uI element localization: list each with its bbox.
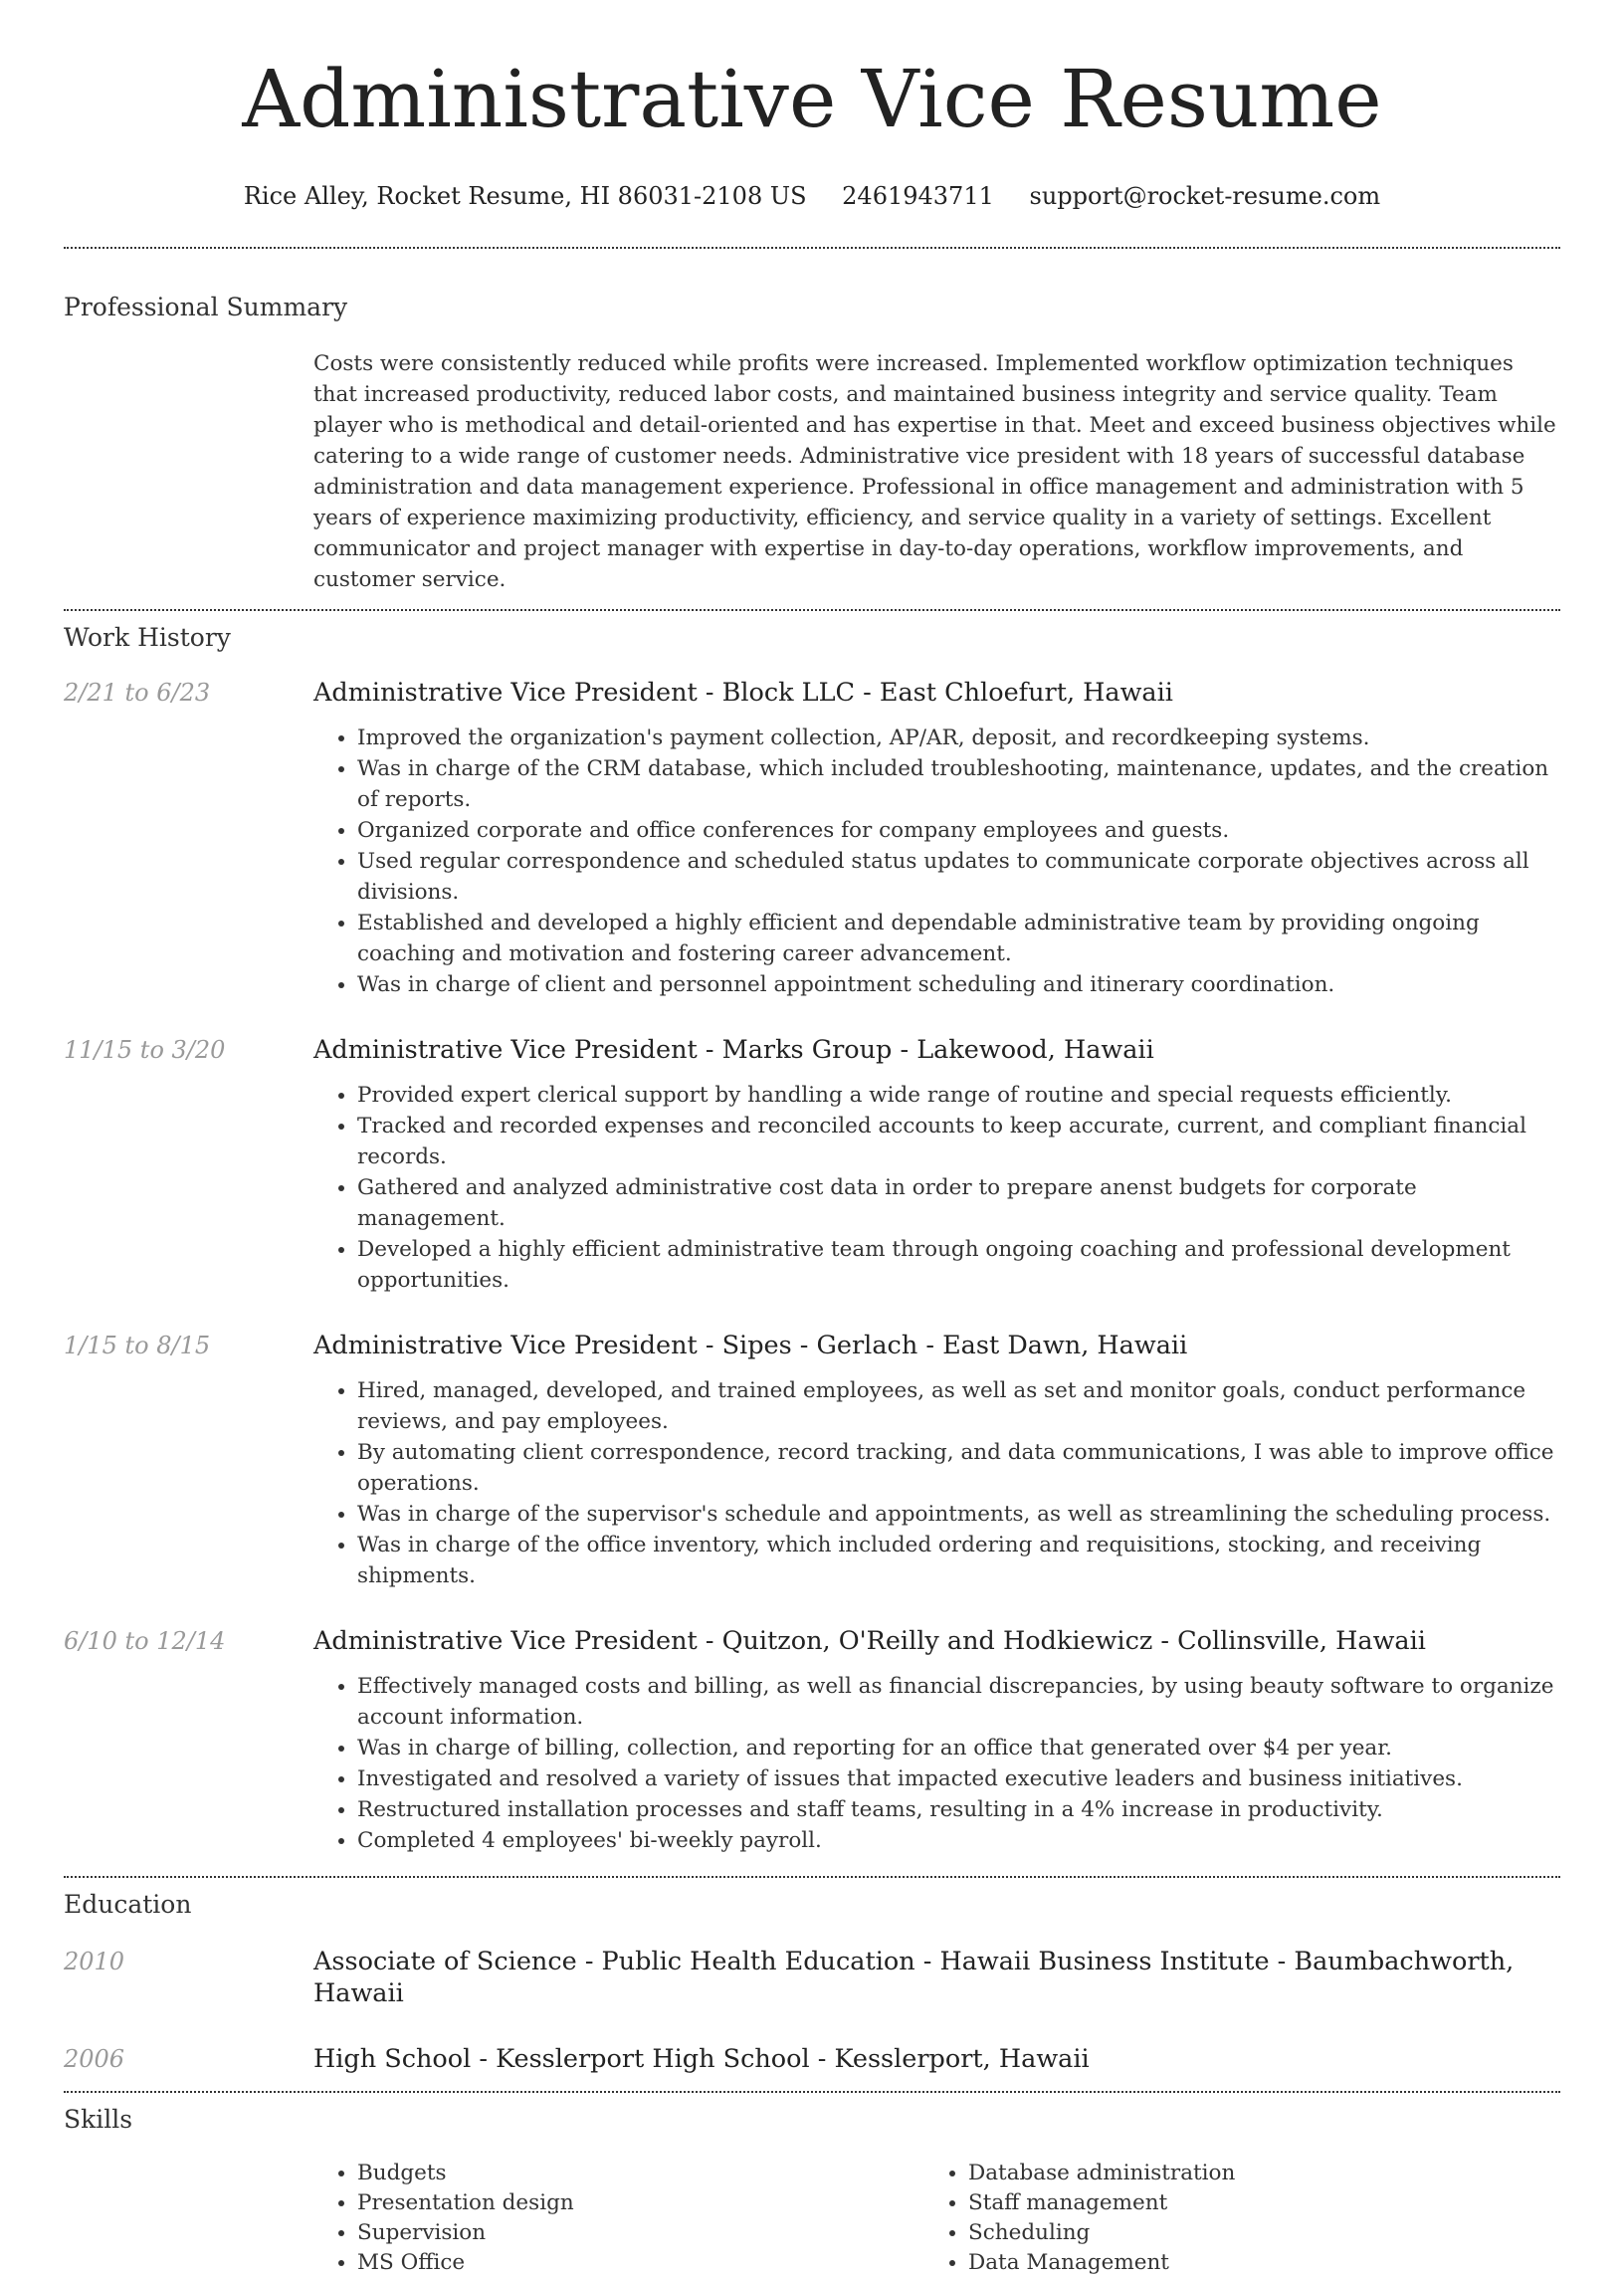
education-title: Associate of Science - Public Health Education - Hawaii Business Institute - Baumbachworth, Hawaii — [313, 1947, 1515, 2008]
job-bullets — [357, 723, 1560, 1000]
education-year: 2006 — [64, 2045, 125, 2073]
work-history-section — [64, 611, 1560, 1856]
work-dates: 6/10 to 12/14 — [64, 1627, 226, 1655]
job-bullet: • Provided expert clerical support by handling a wide range of routine and special requests efficiently. — [357, 1080, 1560, 1111]
work-entry — [64, 1034, 1560, 1296]
job-bullet: • By automating client correspondence, record tracking, and data communications, I was able to improve office operations. — [357, 1437, 1560, 1499]
education-entry-body — [313, 1946, 1560, 2009]
work-entry — [64, 1625, 1560, 1856]
job-bullet: • Developed a highly efficient administrative team through ongoing coaching and professional development opportunities. — [357, 1234, 1560, 1296]
skills-grid — [313, 2159, 1560, 2278]
work-dates: 2/21 to 6/23 — [64, 679, 211, 707]
work-dates: 1/15 to 8/15 — [64, 1332, 211, 1359]
job-bullet: • Was in charge of the supervisor's schedule and appointments, as well as streamlining the scheduling process. — [357, 1499, 1560, 1530]
job-bullet: • Was in charge of client and personnel appointment scheduling and itinerary coordination. — [357, 969, 1560, 1000]
summary-text: Costs were consistently reduced while profits were increased. Implemented workflow optimization techniques that increased productivity, reduced labor costs, and maintained business integrity and service quality. Team player who is methodical and detail-oriented and has expertise in that. Meet and exceed business objectives while catering to a wide range of customer needs. Administrative vice president with 18 years of successful database administration and data management experience. Professional in office management and administration with 5 years of experience maximizing productivity, efficiency, and service quality in a variety of settings. Excellent communicator and project manager with expertise in day-to-day operations, workflow improvements, and customer service. — [313, 351, 1556, 592]
contact-address: Rice Alley, Rocket Resume, HI 86031-2108 US — [243, 182, 807, 210]
job-bullets — [357, 1671, 1560, 1856]
education-year: 2010 — [64, 1948, 125, 1975]
job-bullet: • Hired, managed, developed, and trained employees, as well as set and monitor goals, conduct performance reviews, and pay employees. — [357, 1375, 1560, 1437]
contact-line — [64, 181, 1560, 211]
work-entry — [64, 677, 1560, 1000]
education-entry-body — [313, 2043, 1560, 2075]
summary-heading: Professional Summary — [64, 293, 348, 321]
contact-phone: 2461943711 — [842, 182, 994, 210]
skills-column-left — [313, 2159, 924, 2278]
resume-name: Administrative Vice Resume — [242, 53, 1382, 145]
divider — [64, 247, 1560, 249]
work-history-list — [64, 677, 1560, 1856]
job-bullet: • Used regular correspondence and scheduled status updates to communicate corporate objectives across all divisions. — [357, 846, 1560, 908]
job-bullet: • Improved the organization's payment collection, AP/AR, deposit, and recordkeeping systems. — [357, 723, 1560, 753]
job-bullet: • Was in charge of billing, collection, and reporting for an office that generated over $4 per year. — [357, 1733, 1560, 1763]
job-title: Administrative Vice President - Quitzon, O'Reilly and Hodkiewicz - Collinsville, Hawaii — [313, 1626, 1426, 1656]
education-entry — [64, 1946, 1560, 2009]
skill-item: • Presentation design — [357, 2188, 924, 2218]
skill-item: • Database administration — [968, 2159, 1535, 2188]
job-bullet: • Organized corporate and office conferences for company employees and guests. — [357, 815, 1560, 846]
work-entry-body — [313, 1034, 1560, 1296]
job-bullet: • Tracked and recorded expenses and reconciled accounts to keep accurate, current, and compliant financial records. — [357, 1111, 1560, 1172]
job-title: Administrative Vice President - Sipes - Gerlach - East Dawn, Hawaii — [313, 1331, 1188, 1360]
job-bullet: • Restructured installation processes and staff teams, resulting in a 4% increase in productivity. — [357, 1794, 1560, 1825]
skills-section — [64, 2093, 1560, 2278]
education-entry — [64, 2043, 1560, 2075]
work-dates: 11/15 to 3/20 — [64, 1036, 226, 1064]
education-list — [64, 1946, 1560, 2075]
work-history-heading: Work History — [64, 623, 231, 652]
skills-heading: Skills — [64, 2105, 133, 2134]
skill-item: • Data Management — [968, 2248, 1535, 2278]
job-bullets — [357, 1080, 1560, 1296]
skill-item: • Budgets — [357, 2159, 924, 2188]
job-bullet: • Gathered and analyzed administrative cost data in order to prepare anenst budgets for corporate management. — [357, 1172, 1560, 1234]
job-bullets — [357, 1375, 1560, 1591]
job-bullet: • Was in charge of the office inventory, which included ordering and requisitions, stocking, and receiving shipments. — [357, 1530, 1560, 1591]
job-bullet: • Established and developed a highly efficient and dependable administrative team by providing ongoing coaching and motivation and fostering career advancement. — [357, 908, 1560, 969]
work-entry-body — [313, 1625, 1560, 1856]
skill-item: • Supervision — [357, 2218, 924, 2248]
work-entry — [64, 1330, 1560, 1591]
skill-item: • Scheduling — [968, 2218, 1535, 2248]
job-title: Administrative Vice President - Marks Group - Lakewood, Hawaii — [313, 1035, 1154, 1065]
job-title: Administrative Vice President - Block LLC - East Chloefurt, Hawaii — [313, 678, 1173, 708]
work-entry-body — [313, 677, 1560, 1000]
skill-item: • MS Office — [357, 2248, 924, 2278]
job-bullet: • Completed 4 employees' bi-weekly payroll. — [357, 1825, 1560, 1856]
education-title: High School - Kesslerport High School - Kesslerport, Hawaii — [313, 2044, 1090, 2074]
job-bullet: • Effectively managed costs and billing, as well as financial discrepancies, by using beauty software to organize account information. — [357, 1671, 1560, 1733]
skill-item: • Staff management — [968, 2188, 1535, 2218]
contact-email: support@rocket-resume.com — [1029, 182, 1381, 210]
education-section — [64, 1878, 1560, 2075]
job-bullet: • Investigated and resolved a variety of issues that impacted executive leaders and business initiatives. — [357, 1763, 1560, 1794]
education-heading: Education — [64, 1890, 192, 1919]
skills-column-right — [924, 2159, 1535, 2278]
job-bullet: • Was in charge of the CRM database, which included troubleshooting, maintenance, updates, and the creation of reports. — [357, 753, 1560, 815]
work-entry-body — [313, 1330, 1560, 1591]
